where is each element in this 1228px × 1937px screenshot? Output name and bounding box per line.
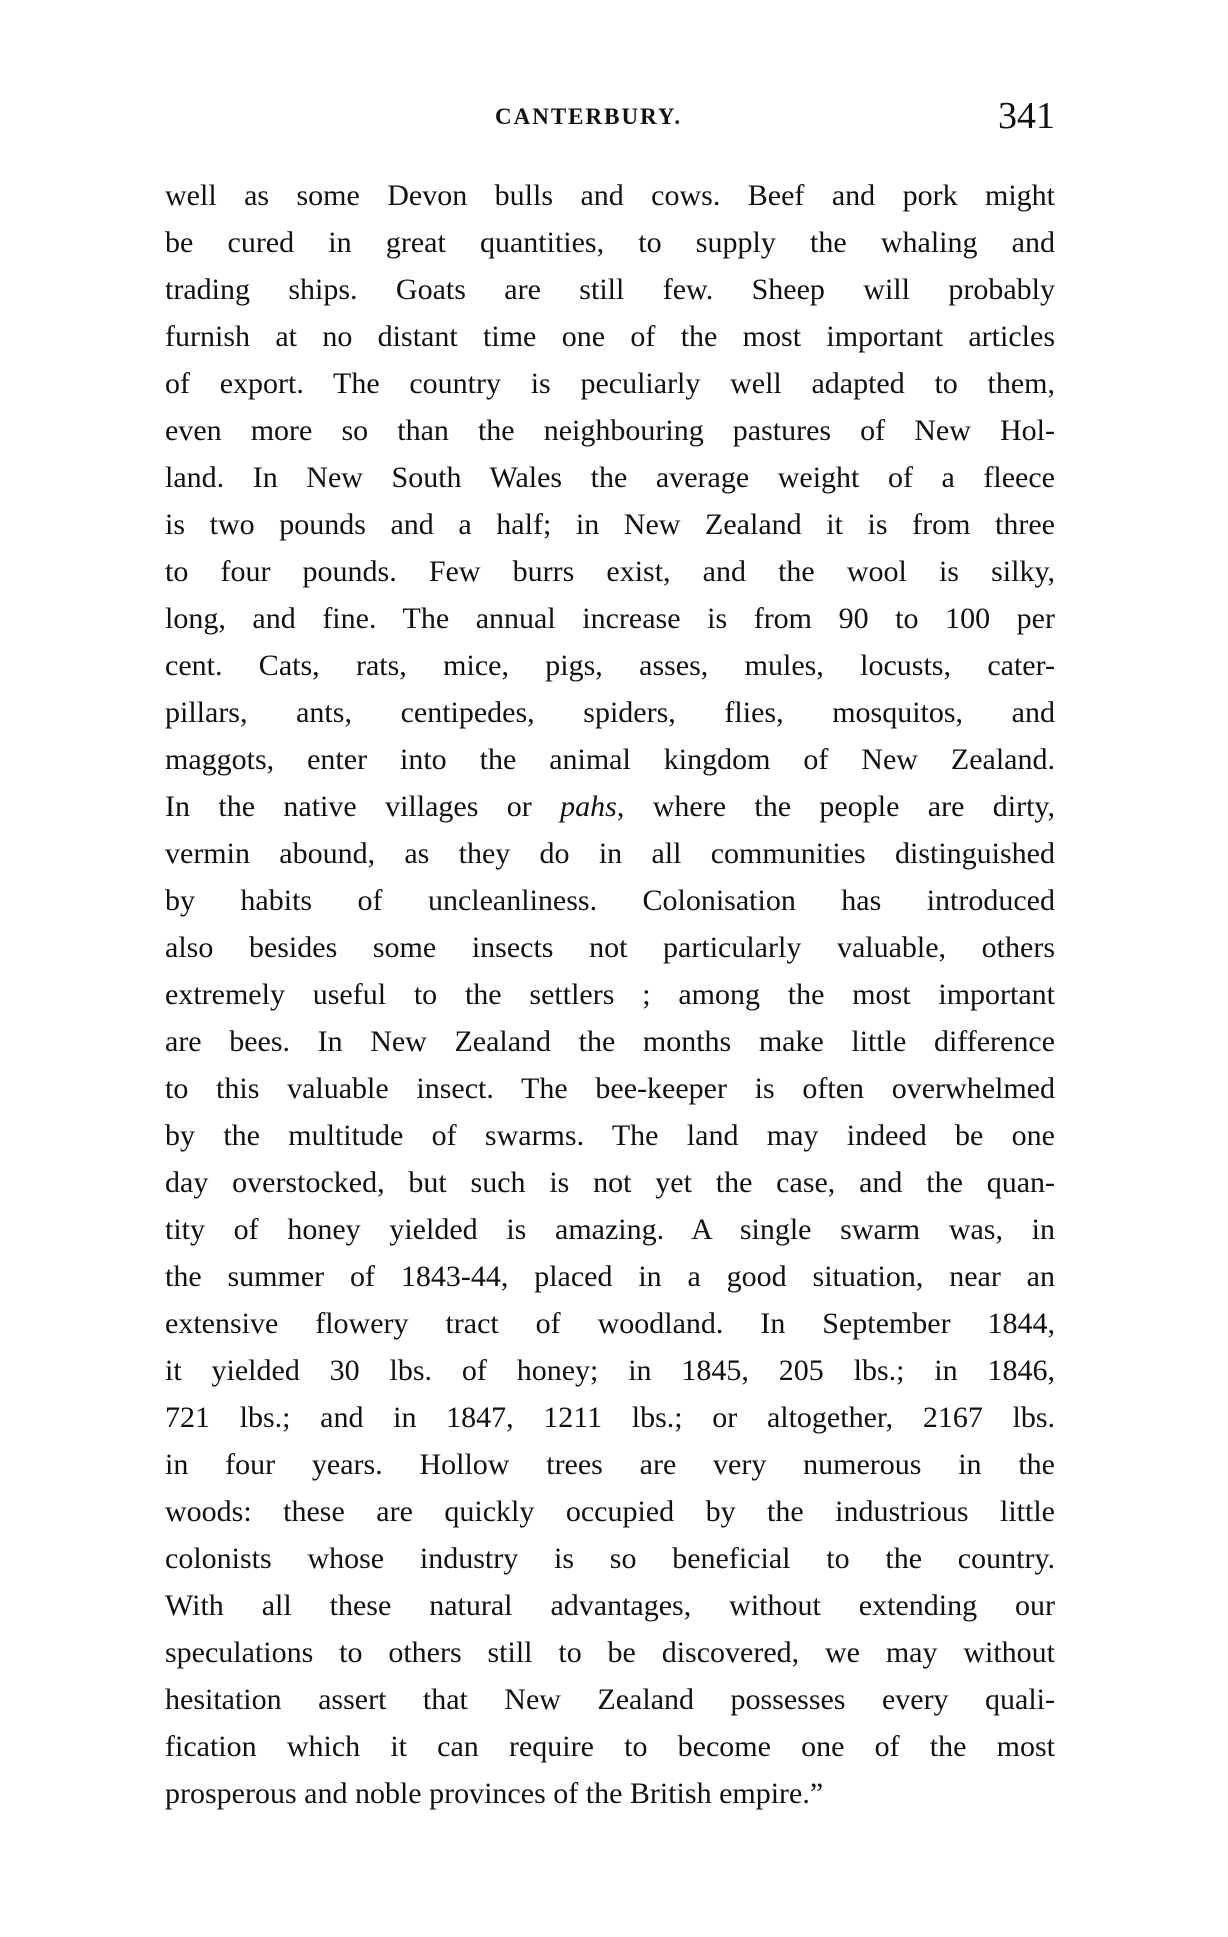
body-paragraph — [165, 172, 1055, 1817]
text-line: With all these natural advantages, without extending our — [165, 1589, 1055, 1622]
text-line: in four years. Hollow trees are very numerous in the — [165, 1448, 1055, 1481]
text-line-with-italic — [165, 783, 1055, 830]
text-line: colonists whose industry is so beneficial to the country. — [165, 1542, 1055, 1575]
text-line: hesitation assert that New Zealand possesses every quali- — [165, 1683, 1055, 1716]
text-line: prosperous and noble provinces of the British empire.” — [165, 1777, 824, 1810]
text-line: maggots, enter into the animal kingdom of New Zealand. — [165, 743, 1055, 776]
text-line: even more so than the neighbouring pastures of New Hol- — [165, 414, 1055, 447]
text-line: be cured in great quantities, to supply the whaling and — [165, 226, 1055, 259]
line-segment: In the native villages or — [165, 790, 561, 823]
running-head — [165, 96, 1055, 146]
text-line: tity of honey yielded is amazing. A single swarm was, in — [165, 1213, 1055, 1246]
text-line: furnish at no distant time one of the most important articles — [165, 320, 1055, 353]
text-line: 721 lbs.; and in 1847, 1211 lbs.; or altogether, 2167 lbs. — [165, 1401, 1055, 1434]
text-line: extremely useful to the settlers ; among the most important — [165, 978, 1055, 1011]
text-line: to this valuable insect. The bee-keeper is often overwhelmed — [165, 1072, 1055, 1105]
text-line: it yielded 30 lbs. of honey; in 1845, 205 lbs.; in 1846, — [165, 1354, 1055, 1387]
page-number: 341 — [998, 95, 1055, 137]
text-line: is two pounds and a half; in New Zealand it is from three — [165, 508, 1055, 541]
text-line: day overstocked, but such is not yet the case, and the quan- — [165, 1166, 1055, 1199]
text-line: vermin abound, as they do in all communities distinguished — [165, 837, 1055, 870]
line-segment: , where the people are dirty, — [616, 790, 1055, 823]
text-line: speculations to others still to be discovered, we may without — [165, 1636, 1055, 1669]
text-line: long, and fine. The annual increase is from 90 to 100 per — [165, 602, 1055, 635]
text-line: cent. Cats, rats, mice, pigs, asses, mules, locusts, cater- — [165, 649, 1055, 682]
text-line: by the multitude of swarms. The land may indeed be one — [165, 1119, 1055, 1152]
text-line: well as some Devon bulls and cows. Beef and pork might — [165, 179, 1055, 212]
text-line: the summer of 1843-44, placed in a good situation, near an — [165, 1260, 1055, 1293]
text-line: by habits of uncleanliness. Colonisation has introduced — [165, 884, 1055, 917]
text-line: woods: these are quickly occupied by the industrious little — [165, 1495, 1055, 1528]
text-line: also besides some insects not particularly valuable, others — [165, 931, 1055, 964]
text-line: fication which it can require to become one of the most — [165, 1730, 1055, 1763]
text-line: to four pounds. Few burrs exist, and the wool is silky, — [165, 555, 1055, 588]
text-line: trading ships. Goats are still few. Sheep will probably — [165, 273, 1055, 306]
text-line: land. In New South Wales the average weight of a fleece — [165, 461, 1055, 494]
text-line: of export. The country is peculiarly well adapted to them, — [165, 367, 1055, 400]
text-line: extensive flowery tract of woodland. In September 1844, — [165, 1307, 1055, 1340]
text-line: are bees. In New Zealand the months make little difference — [165, 1025, 1055, 1058]
running-title: CANTERBURY. — [495, 104, 683, 129]
italic-term: pahs — [560, 790, 617, 823]
text-line: pillars, ants, centipedes, spiders, flies, mosquitos, and — [165, 696, 1055, 729]
